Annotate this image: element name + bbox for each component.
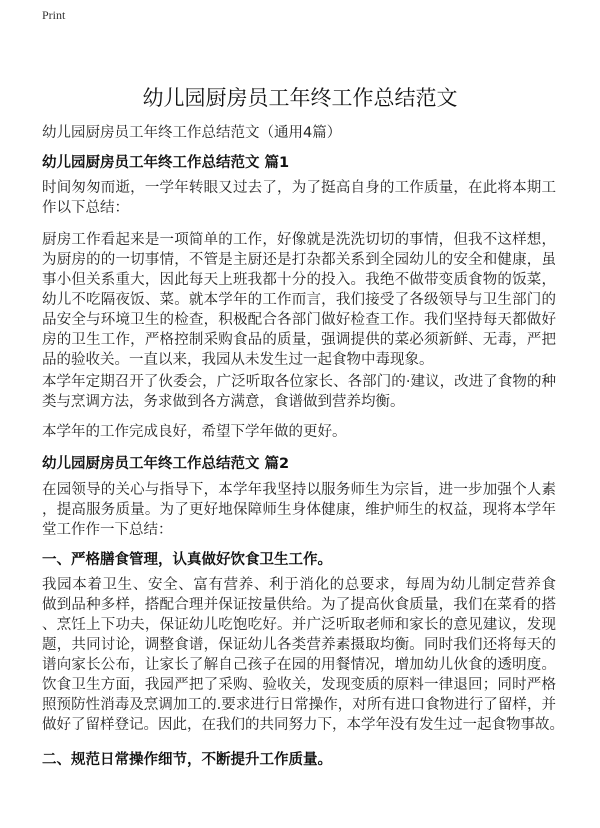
paragraph [42, 575, 564, 735]
paragraph [42, 422, 556, 442]
paragraph-line: 堂工作作一下总结： [42, 522, 173, 538]
subheading-2: 二、规范日常操作细节，不断提升工作质量。 [42, 752, 332, 768]
paragraph [42, 230, 556, 370]
paragraph-line: 本学年定期召开了伙委会，广泛听取各位家长、各部门的·建议，改进了食物的种 [42, 374, 556, 390]
paragraph-line: 厨房工作看起来是一项简单的工作，好像就是洗洗切切的事情，但我不这样想， [42, 232, 556, 248]
paragraph-line: 品的验收关。一直以来，我园从未发生过一起食物中毒现象。 [42, 352, 434, 368]
paragraph-line: 类与烹调方法，务求做到各方满意，食谱做到营养均衡。 [42, 394, 405, 410]
paragraph [42, 372, 556, 412]
paragraph [42, 178, 556, 218]
paragraph-line: 做好了留样登记。因此，在我们的共同努力下，本学年没有发生过一起食物事故。 [42, 717, 564, 733]
paragraph-line: 时间匆匆而逝，一学年转眼又过去了，为了挺高自身的工作质量，在此将本期工 [42, 180, 556, 196]
paragraph-line: 、烹饪上下功夫，保证幼儿吃饱吃好。并广泛听取老师和家长的意见建议，发现 [42, 617, 556, 633]
document-title: 幼儿园厨房员工年终工作总结范文 [142, 86, 458, 110]
paragraph-line: 为厨房的的一切事情，不管是主厨还是打杂都关系到全园幼儿的安全和健康，虽 [42, 252, 556, 268]
section-heading-2: 幼儿园厨房员工年终工作总结范文 篇2 [42, 456, 290, 472]
subheading-1: 一、严格膳食管理，认真做好饮食卫生工作。 [42, 552, 332, 568]
paragraph-line: ，提高服务质量。为了更好地保障师生身体健康，维护师生的权益，现将本学年 [42, 502, 556, 518]
paragraph-line: 做到品种多样，搭配合理并保证按量供给。为了提高伙食质量，我们在菜肴的搭 [42, 597, 556, 613]
section-heading-1: 幼儿园厨房员工年终工作总结范文 篇1 [42, 155, 290, 171]
document-subtitle: 幼儿园厨房员工年终工作总结范文（通用4篇） [42, 125, 342, 141]
paragraph-line: 题，共同讨论，调整食谱，保证幼儿各类营养素摄取均衡。同时我们还将每天的 [42, 637, 556, 653]
paragraph-line: 品安全与环境卫生的检查，积极配合各部门做好检查工作。我们坚持每天都做好 [42, 312, 556, 328]
print-link[interactable]: Print [42, 8, 66, 22]
paragraph-line: 我园本着卫生、安全、富有营养、利于消化的总要求，每周为幼儿制定营养食 [42, 577, 556, 593]
paragraph-line: 事小但关系重大，因此每天上班我都十分的投入。我绝不做带变质食物的饭菜， [42, 272, 556, 288]
paragraph-line: 本学年的工作完成良好，希望下学年做的更好。 [42, 424, 347, 440]
paragraph-line: 房的卫生工作，严格控制采购食品的质量，强调提供的菜必须新鲜、无毒，严把 [42, 332, 556, 348]
paragraph-line: 作以下总结： [42, 200, 129, 216]
paragraph-line: 幼儿不吃隔夜饭、菜。就本学年的工作而言，我们接受了各级领导与卫生部门的 [42, 292, 556, 308]
paragraph-line: 饮食卫生方面，我园严把了采购、验收关，发现变质的原料一律退回；同时严格 [42, 677, 556, 693]
paragraph-line: 谱向家长公布，让家长了解自己孩子在园的用餐情况，增加幼儿伙食的透明度。 [42, 657, 556, 673]
paragraph-line: 照预防性消毒及烹调加工的.要求进行日常操作，对所有进口食物进行了留样，并 [42, 697, 556, 713]
paragraph-line: 在园领导的关心与指导下，本学年我坚持以服务师生为宗旨，进一步加强个人素 [42, 482, 556, 498]
paragraph [42, 480, 556, 540]
